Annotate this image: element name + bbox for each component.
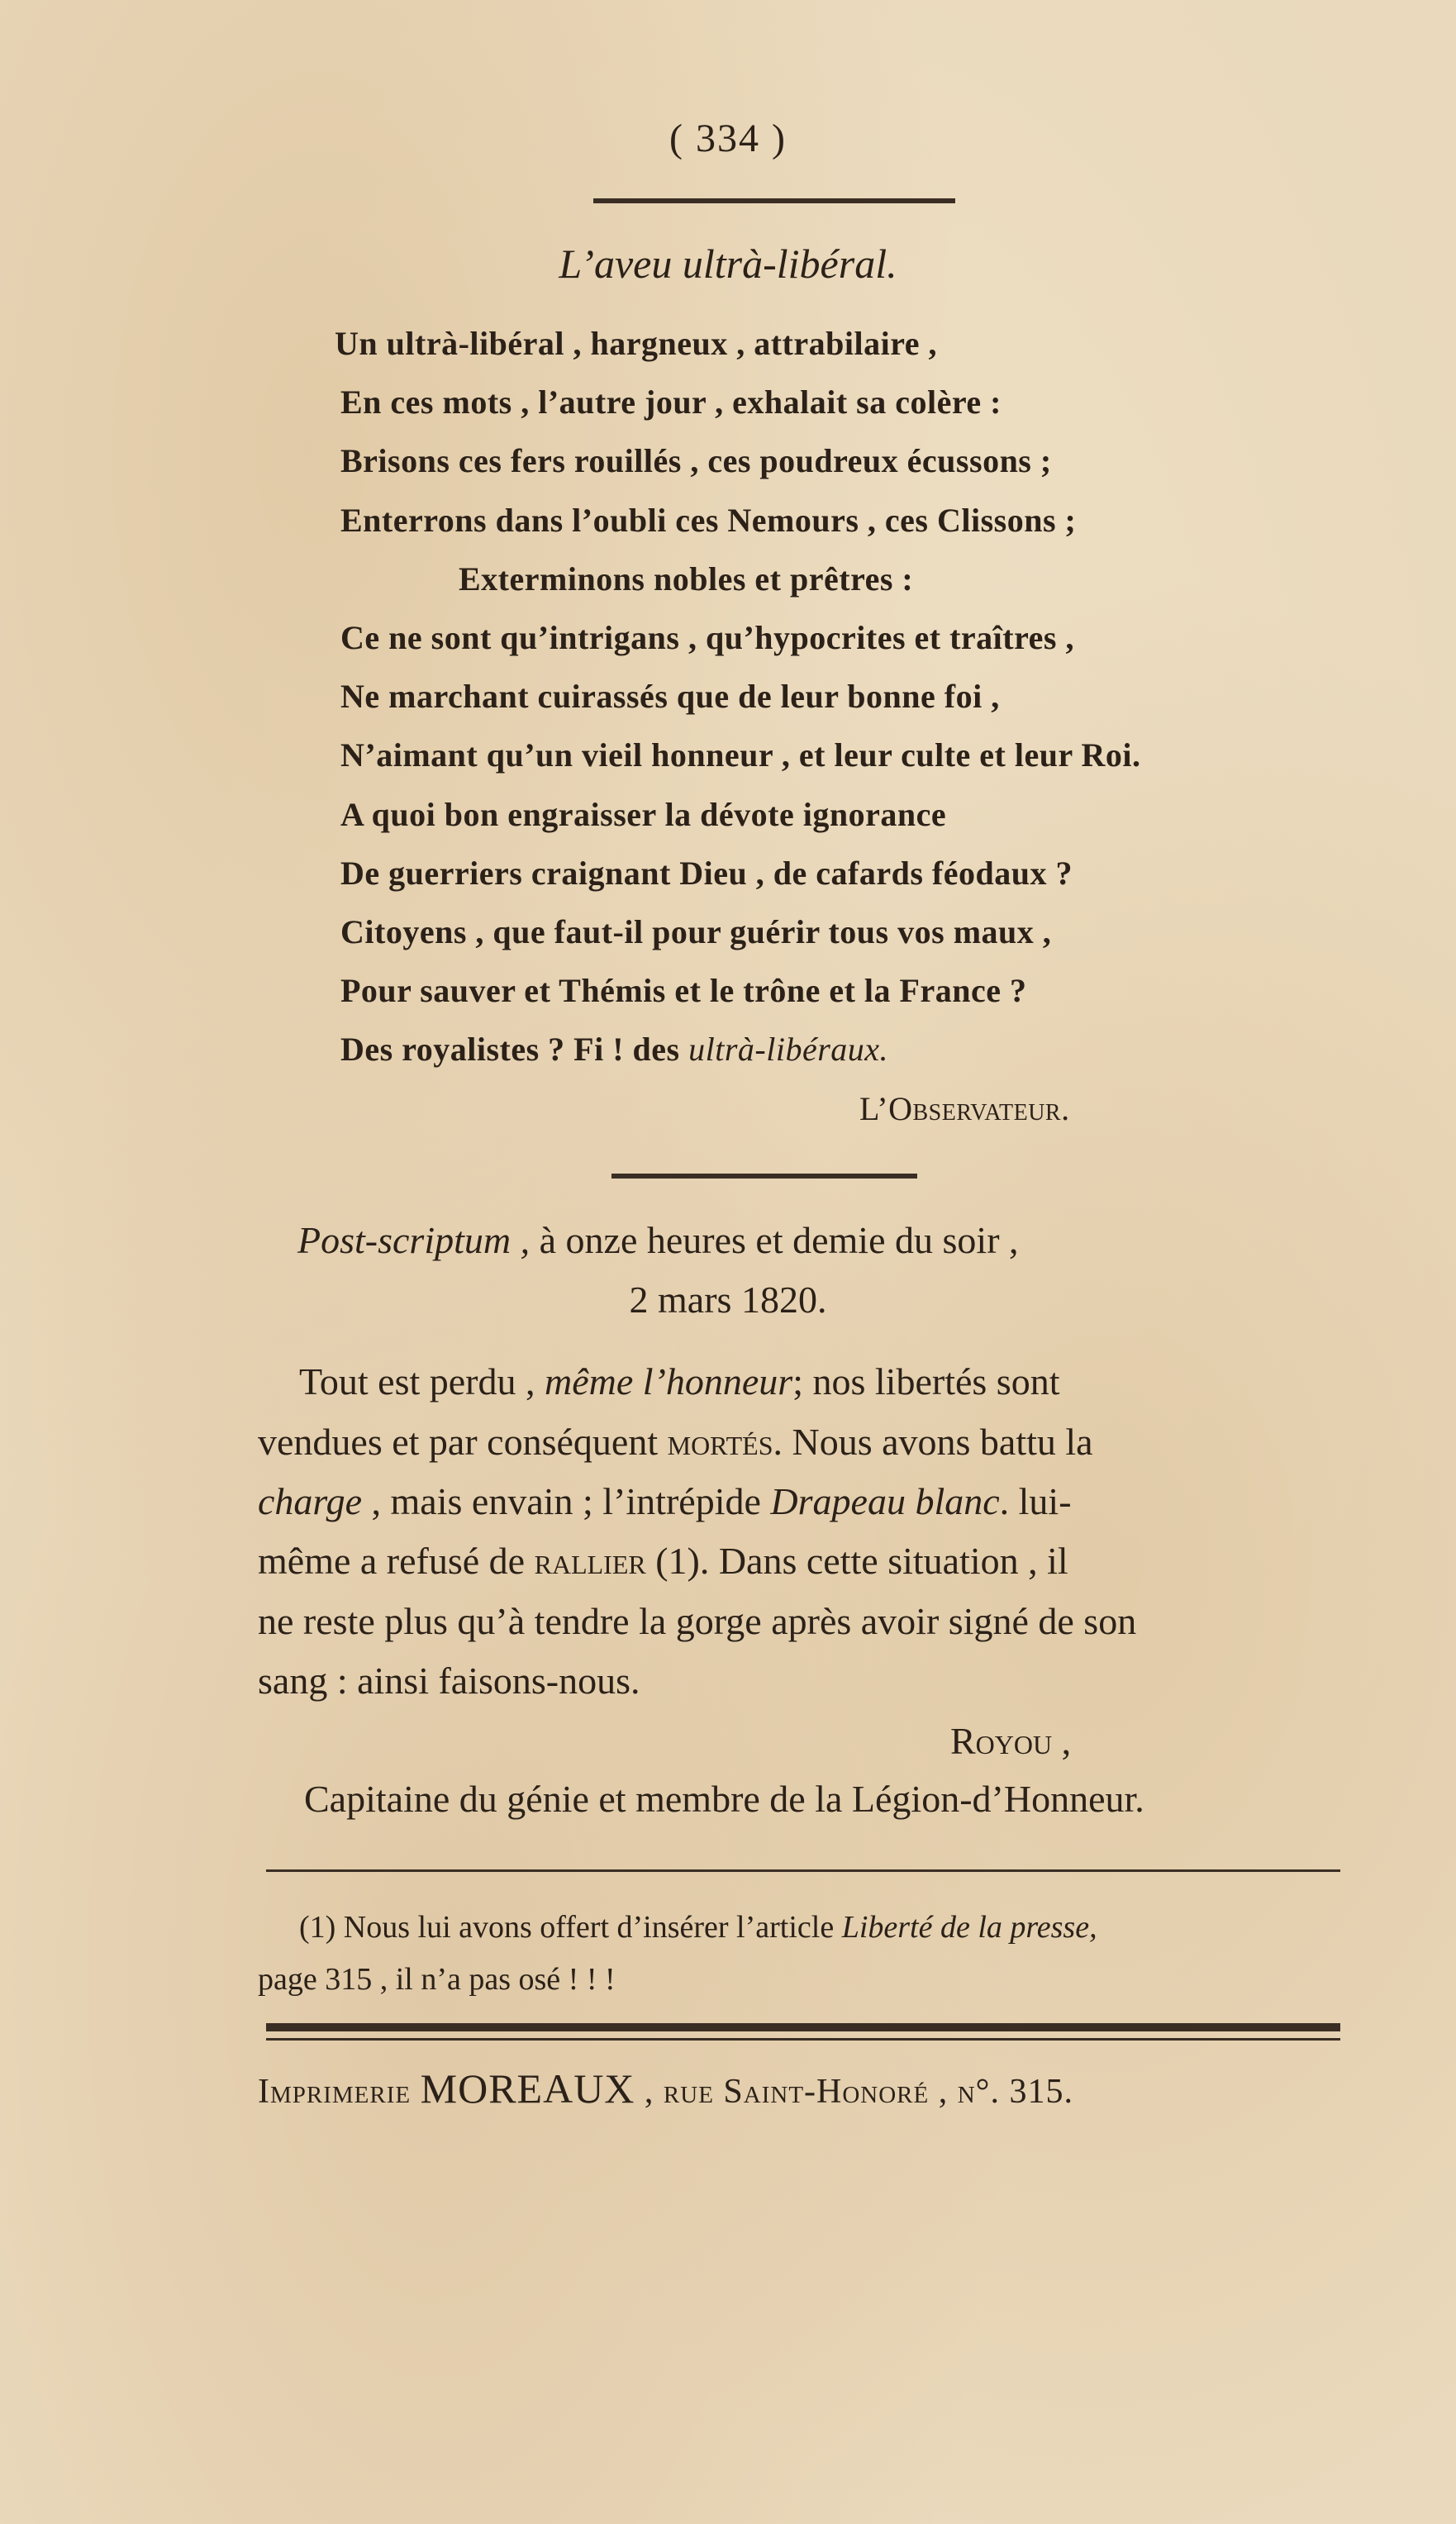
text-segment: (1) Nous lui avons offert d’insérer l’article: [299, 1910, 835, 1945]
text-segment: même a refusé de: [258, 1540, 526, 1582]
text-segment: (1). Dans cette situation , il: [655, 1540, 1068, 1582]
text-segment: Tout est perdu ,: [299, 1360, 535, 1402]
imprint-text: Imprimerie: [258, 2073, 412, 2111]
poem-line: Ce ne sont qu’intrigans , qu’hypocrites et traîtres ,: [340, 619, 1074, 656]
poem-line: De guerriers craignant Dieu , de cafards féodaux ?: [340, 855, 1073, 892]
poem-line: Un ultrà-libéral , hargneux , attrabilaire ,: [335, 325, 937, 362]
text-segment: ; nos libertés sont: [792, 1360, 1060, 1402]
page-number: ( 334 ): [669, 117, 787, 160]
poem-line: Exterminons nobles et prêtres :: [459, 560, 914, 598]
text-emphasis: Liberté de la presse,: [841, 1910, 1097, 1945]
header-rule: [593, 198, 955, 203]
postscript-line: sang : ainsi faisons-nous.: [258, 1660, 640, 1702]
poem-line: Brisons ces fers rouillés , ces poudreux écussons ;: [340, 442, 1052, 479]
poem-signature: L’Observateur.: [859, 1090, 1070, 1127]
footnote-line: page 315 , il n’a pas osé ! ! !: [258, 1962, 616, 1997]
text-emphasis: même l’honneur: [545, 1360, 793, 1402]
postscript-heading-italic: Post-scriptum ,: [297, 1219, 531, 1261]
text-segment: , mais envain ; l’intrépide: [371, 1480, 761, 1522]
postscript-line: [258, 1479, 1072, 1523]
postscript-line: [258, 1539, 1068, 1583]
postscript-signer: Royou ,: [950, 1720, 1072, 1762]
poem-line: Citoyens , que faut-il pour guérir tous vos maux ,: [340, 913, 1052, 950]
imprint-text: , rue Saint-Honoré , n°. 315.: [644, 2073, 1073, 2111]
postscript-signer-title: Capitaine du génie et membre de la Légion-d’Honneur.: [304, 1778, 1144, 1820]
postscript-date: 2 mars 1820.: [629, 1279, 827, 1321]
postscript-line: ne reste plus qu’à tendre la gorge après avoir signé de son: [258, 1600, 1137, 1642]
text-smallcaps: rallier: [534, 1540, 646, 1582]
imprint-rule-thick: [266, 2023, 1340, 2031]
poem-last-line-text: Des royalistes ? Fi ! des: [340, 1031, 680, 1068]
poem-last-line-italic: ultrà-libéraux.: [688, 1031, 889, 1068]
poem-title: L’aveu ultrà-libéral.: [559, 240, 897, 287]
poem-line: Ne marchant cuirassés que de leur bonne foi ,: [340, 678, 1000, 715]
postscript-line: [258, 1420, 1093, 1464]
postscript-heading-rest: à onze heures et demie du soir ,: [539, 1219, 1019, 1261]
poem-line-last: [340, 1030, 888, 1069]
footnote-rule: [266, 1869, 1340, 1872]
postscript-line: [299, 1360, 1059, 1403]
poem-line: Enterrons dans l’oubli ces Nemours , ces Clissons ;: [340, 502, 1077, 539]
postscript-heading: [297, 1218, 1019, 1262]
section-rule: [611, 1174, 917, 1179]
poem-line: Pour sauver et Thémis et le trône et la France ?: [340, 972, 1027, 1009]
text-smallcaps: mortés: [667, 1421, 773, 1463]
text-emphasis: charge: [258, 1480, 363, 1522]
text-segment: . Nous avons battu la: [773, 1421, 1093, 1463]
poem-line: En ces mots , l’autre jour , exhalait sa colère :: [340, 383, 1002, 421]
text-segment: vendues et par conséquent: [258, 1421, 659, 1463]
poem-line: A quoi bon engraisser la dévote ignorance: [340, 796, 947, 833]
text-emphasis: Drapeau blanc: [770, 1480, 1000, 1522]
footnote-line: [299, 1909, 1097, 1945]
poem-line: N’aimant qu’un vieil honneur , et leur culte et leur Roi.: [340, 736, 1141, 774]
text-segment: . lui-: [999, 1480, 1072, 1522]
imprint-printer-name: MOREAUX: [420, 2065, 635, 2112]
imprint-rule-thin: [266, 2038, 1340, 2041]
printer-imprint: [258, 2064, 1073, 2112]
